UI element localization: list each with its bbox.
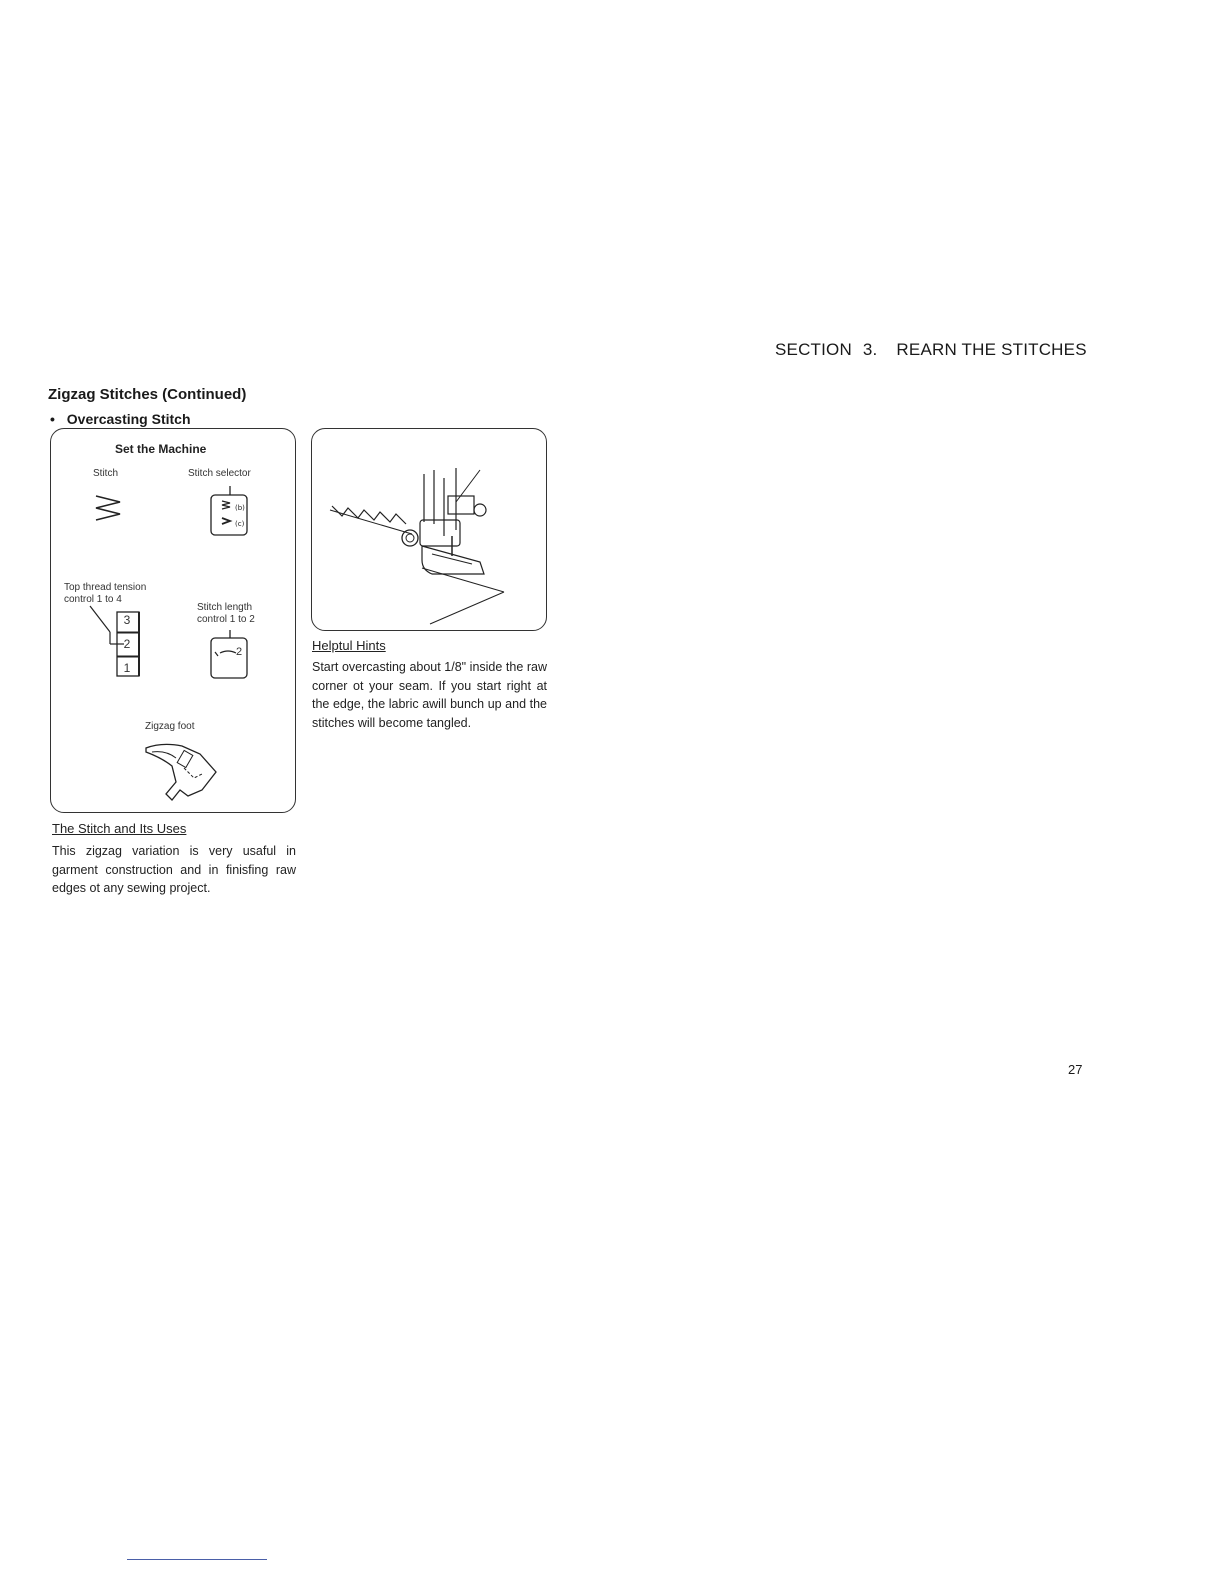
zigzag-foot-icon <box>142 738 222 808</box>
tension-dial-1: 1 <box>123 661 131 675</box>
set-machine-heading: Set the Machine <box>115 442 207 456</box>
tension-label-1: Top thread tension <box>64 582 147 593</box>
length-value: 2 <box>236 646 243 658</box>
stitch-label: Stitch <box>93 468 119 479</box>
svg-text:(b): (b) <box>235 504 245 512</box>
tension-dial-3: 3 <box>123 613 131 627</box>
page-title: Zigzag Stitches (Continued) <box>48 386 247 403</box>
uses-heading: The Stitch and Its Uses <box>52 821 187 836</box>
page-number: 27 <box>1068 1062 1083 1077</box>
tension-dial-icon <box>84 604 148 680</box>
bottom-rule <box>127 1559 267 1560</box>
zigzag-stitch-icon <box>94 494 124 524</box>
tension-label-2: control 1 to 4 <box>64 594 122 605</box>
length-label-1: Stitch length <box>197 602 253 613</box>
stitch-length-dial-icon <box>206 628 252 682</box>
hints-heading: Helptul Hints <box>312 638 386 653</box>
hints-body: Start overcasting about 1/8" inside the raw corner ot your seam. If you start right at the edge, the labric awill bunch up and the stitches will become tangled. <box>312 660 547 730</box>
foot-label: Zigzag foot <box>145 721 195 732</box>
section-number: 3. <box>862 340 878 359</box>
stitch-selector-label: Stitch selector <box>188 468 251 479</box>
svg-text:(c): (c) <box>235 520 245 528</box>
section-label: SECTION <box>775 340 852 359</box>
uses-body: This zigzag variation is very usaful in garment construction and in finisfing raw edges ot any sewing project. <box>52 844 296 895</box>
length-label-2: control 1 to 2 <box>197 614 255 625</box>
sewing-foot-illustration <box>312 430 546 630</box>
stitch-selector-icon <box>206 484 252 540</box>
bullet-icon: • <box>50 411 55 427</box>
section-header <box>775 340 1087 360</box>
subtitle-text: Overcasting Stitch <box>66 411 191 427</box>
section-title: REARN THE STITCHES <box>896 340 1087 359</box>
subtitle <box>50 411 191 427</box>
tension-dial-2: 2 <box>123 637 131 651</box>
